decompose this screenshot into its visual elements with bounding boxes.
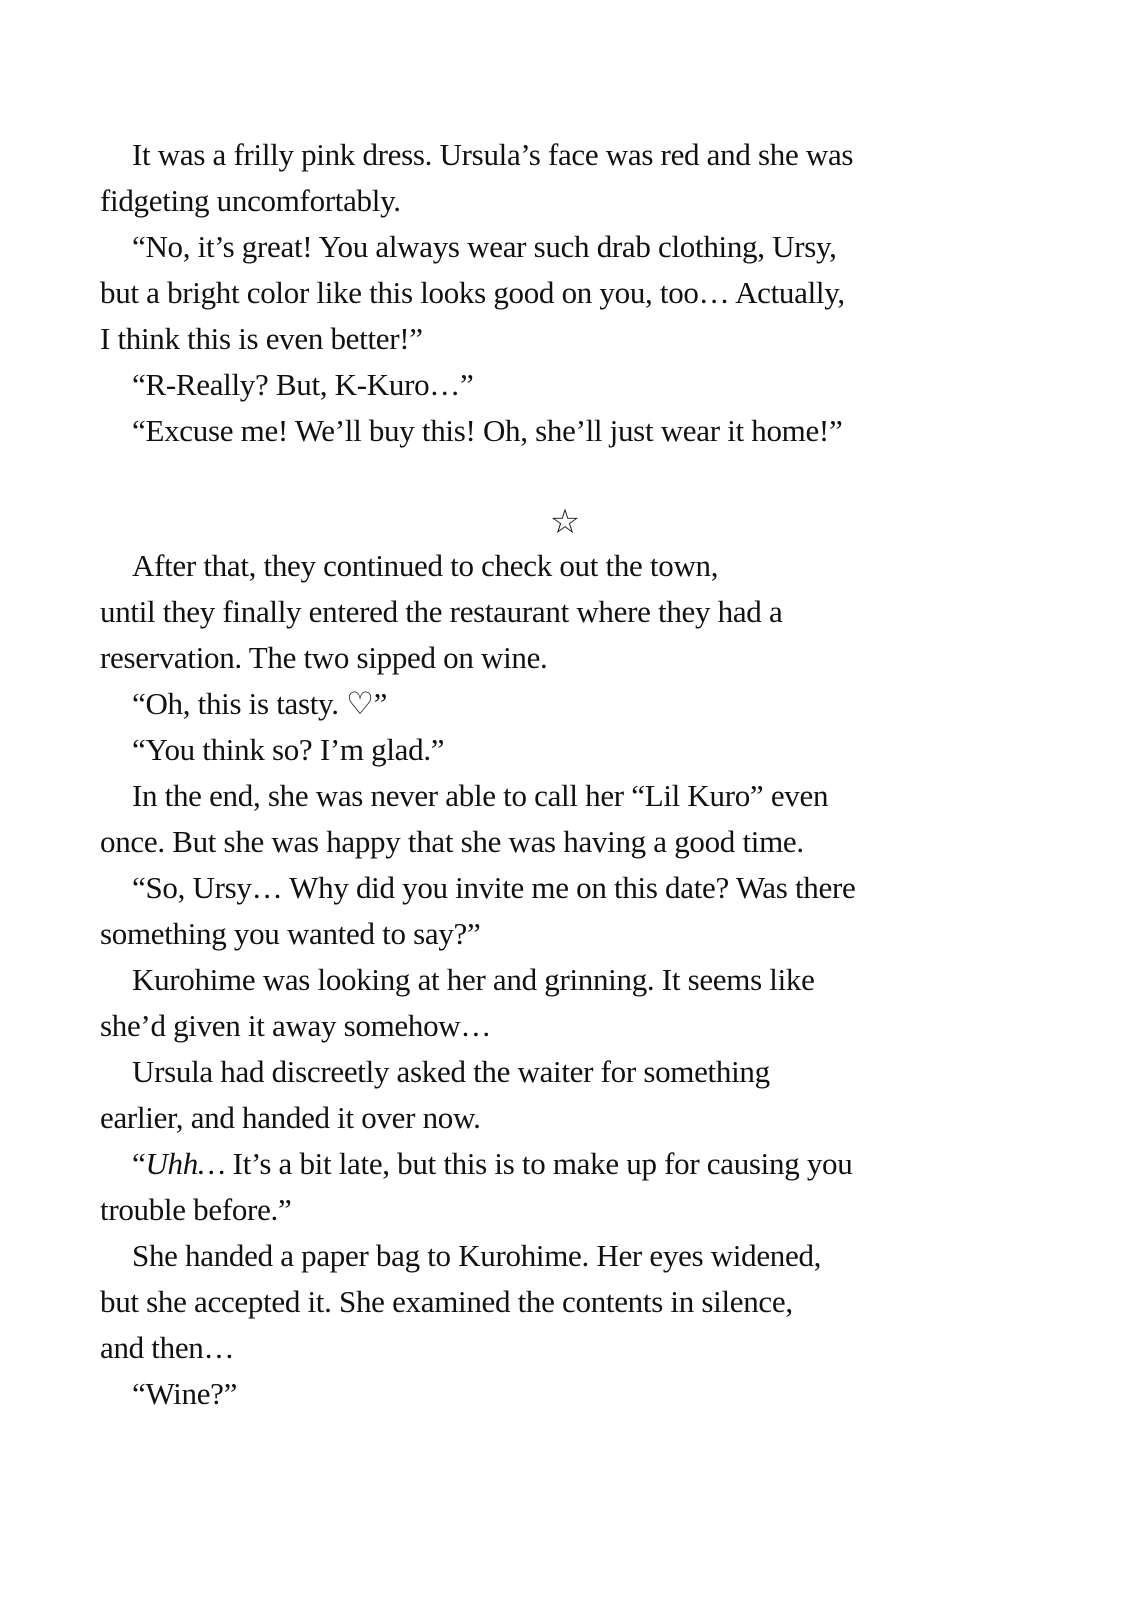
text-line: and then… [100, 1330, 235, 1365]
text-line: trouble before.” [100, 1192, 292, 1227]
text-line: “You think so? I’m glad.” [132, 732, 445, 767]
text-line: Ursula had discreetly asked the waiter for something [132, 1054, 770, 1089]
text-line: but a bright color like this looks good on you, too… Actually, [100, 275, 845, 310]
star-icon: ☆ [549, 504, 581, 541]
text-line: something you wanted to say?” [100, 916, 481, 951]
text-line: In the end, she was never able to call her “Lil Kuro” even [132, 778, 829, 813]
italic-text: Uhh… [145, 1146, 226, 1181]
text-line: once. But she was happy that she was having a good time. [100, 824, 804, 859]
text-line: After that, they continued to check out the town, [132, 548, 719, 583]
text-line: “Wine?” [132, 1376, 238, 1411]
text-line: she’d given it away somehow… [100, 1008, 492, 1043]
text-line: “So, Ursy… Why did you invite me on this date? Was there [132, 870, 856, 905]
text-line: I think this is even better!” [100, 321, 423, 356]
section-1 [100, 132, 990, 454]
text-line: until they finally entered the restaurant where they had a [100, 594, 783, 629]
text-line: earlier, and handed it over now. [100, 1100, 481, 1135]
text-line: Kurohime was looking at her and grinning. It seems like [132, 962, 815, 997]
text-line: It was a frilly pink dress. Ursula’s face was red and she was [132, 137, 854, 172]
text-line [100, 1141, 990, 1187]
text-line: “No, it’s great! You always wear such drab clothing, Ursy, [132, 229, 837, 264]
line-text: It’s a bit late, but this is to make up for causing you [225, 1146, 853, 1181]
open-quote: “ [132, 1146, 146, 1181]
text-line: She handed a paper bag to Kurohime. Her eyes widened, [132, 1238, 822, 1273]
text-line: “R-Really? But, K-Kuro…” [132, 367, 474, 402]
text-line: “Excuse me! We’ll buy this! Oh, she’ll just wear it home!” [132, 413, 843, 448]
section-2 [100, 543, 990, 1417]
text-line: reservation. The two sipped on wine. [100, 640, 548, 675]
text-line: but she accepted it. She examined the contents in silence, [100, 1284, 793, 1319]
text-line: fidgeting uncomfortably. [100, 183, 401, 218]
text-line: “Oh, this is tasty. ♡” [132, 686, 388, 721]
